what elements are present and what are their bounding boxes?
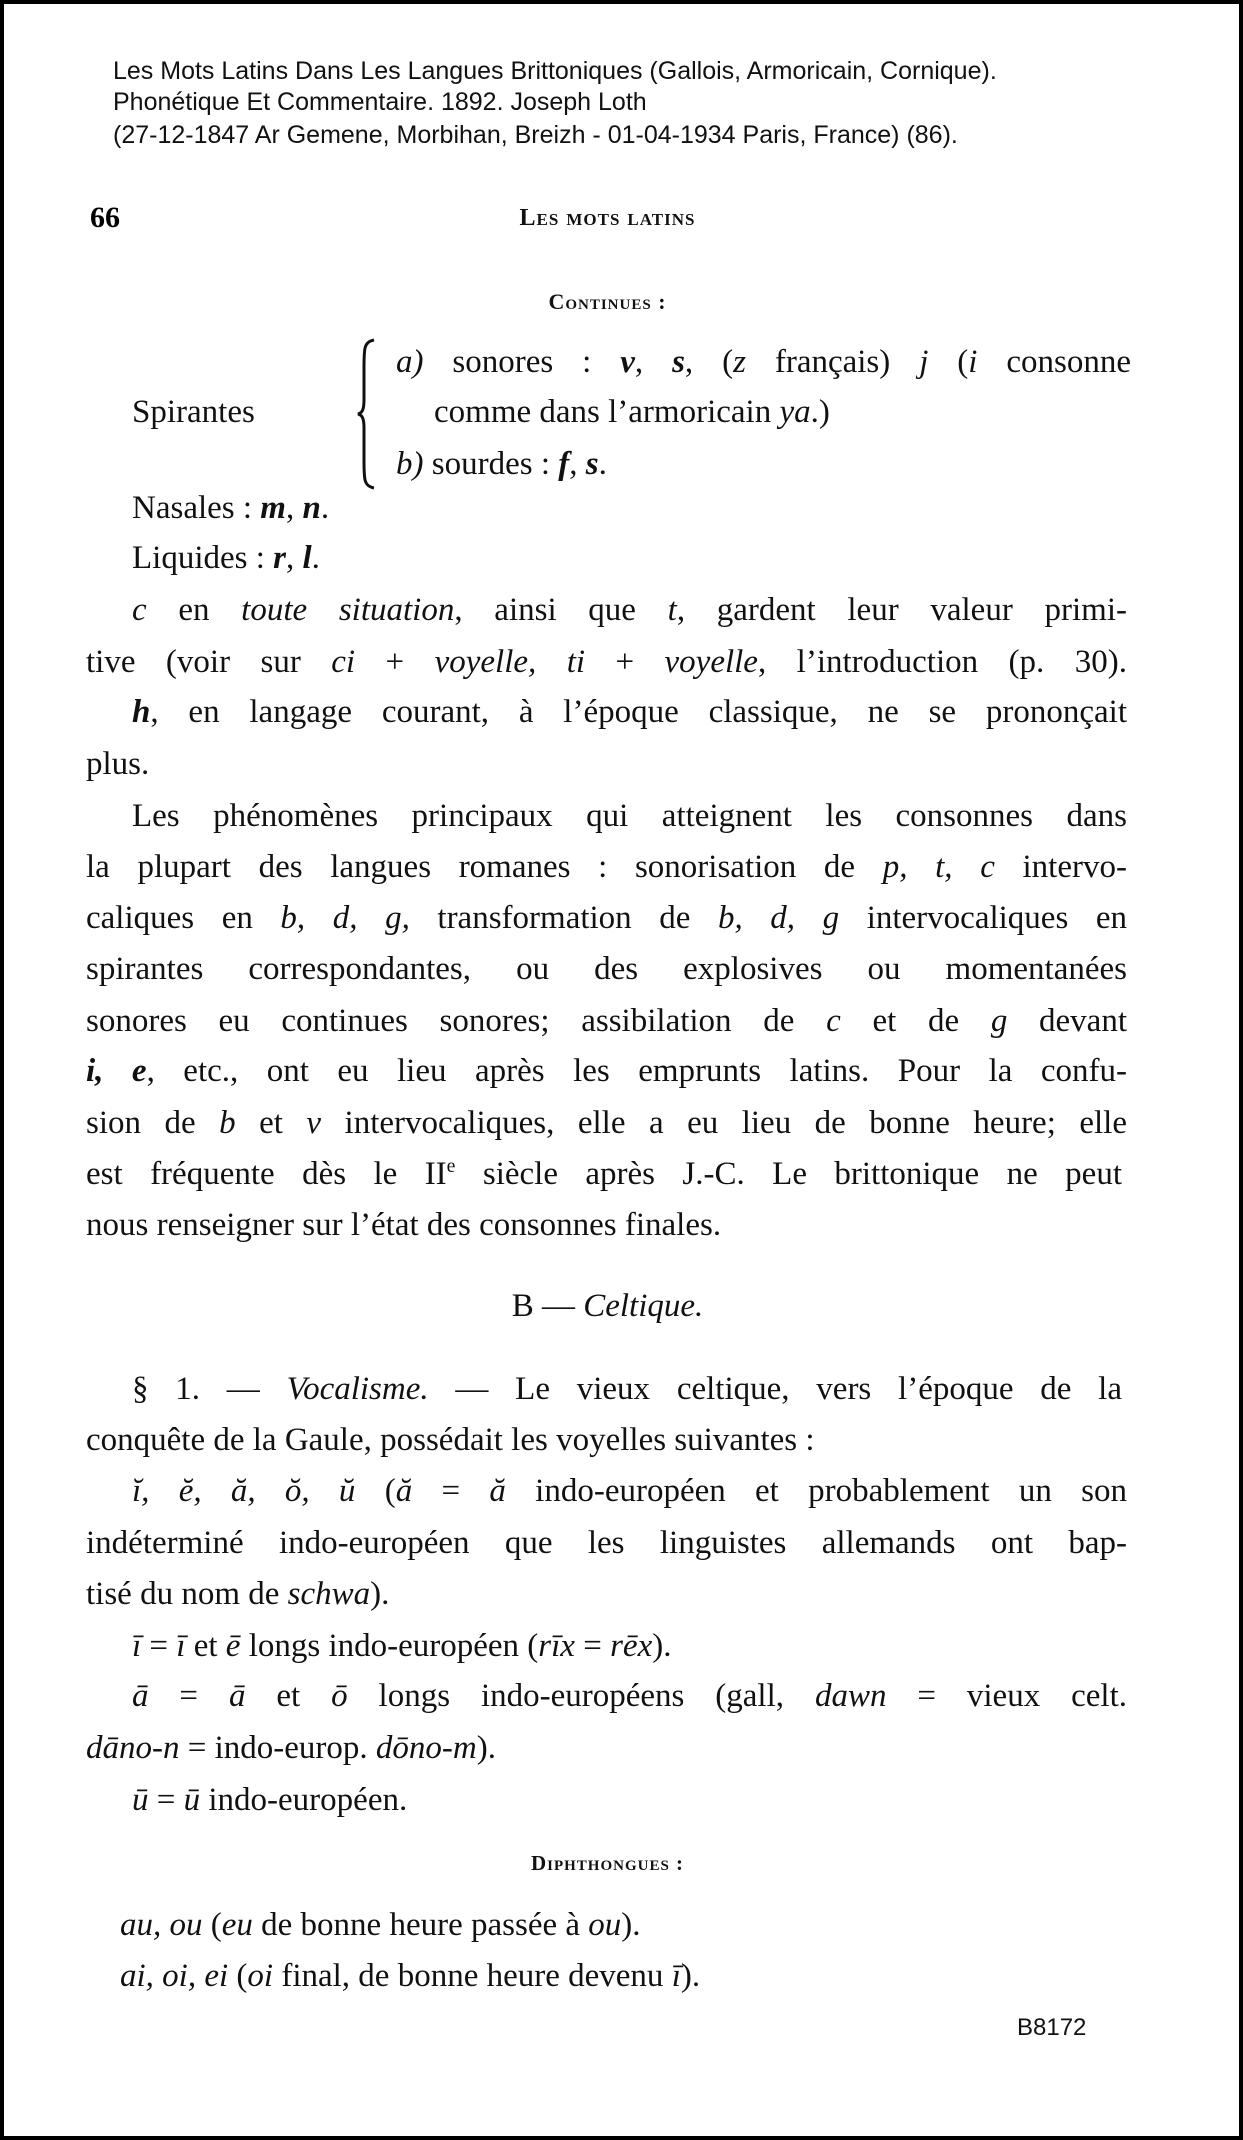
- italic-segment: t: [667, 592, 677, 628]
- italic-segment: ă: [489, 1473, 506, 1509]
- italic-segment: Vocalisme.: [286, 1371, 429, 1407]
- italic-segment: z: [733, 344, 746, 380]
- text-segment: ,: [634, 344, 673, 380]
- text-line: [132, 1621, 1127, 1671]
- italic-segment: s: [585, 446, 599, 482]
- text-segment: § 1. —: [132, 1371, 287, 1407]
- text-segment: consonne: [977, 344, 1131, 380]
- text-line: [86, 1098, 1127, 1148]
- italic-segment: ū: [132, 1782, 149, 1818]
- text-line: [132, 483, 1127, 533]
- text-segment: , ainsi que: [454, 592, 668, 628]
- text-segment: indo-européen.: [200, 1782, 408, 1818]
- text-line: [86, 1149, 1122, 1199]
- text-segment: et de: [840, 1003, 991, 1039]
- text-line: [120, 1951, 1115, 2001]
- text-segment: comme dans l’armoricain: [434, 394, 780, 430]
- italic-segment: voyelle, ti: [434, 644, 586, 680]
- italic-segment: m: [260, 490, 286, 526]
- text-segment: Les phénomènes principaux qui atteignent les consonnes dans: [132, 798, 1127, 834]
- text-segment: tive (voir sur: [86, 644, 332, 680]
- text-segment: Liquides :: [132, 540, 274, 576]
- text-segment: .): [810, 394, 830, 430]
- text-line: [86, 739, 1127, 789]
- text-segment: ).: [680, 1958, 701, 1994]
- text-segment: intervo-: [994, 849, 1127, 885]
- text-segment: plus.: [86, 746, 150, 782]
- italic-segment: ī: [671, 1958, 681, 1994]
- text-segment: .: [320, 490, 330, 526]
- italic-segment: ĭ, ĕ, ă, ŏ, ŭ: [132, 1473, 356, 1509]
- text-line: [86, 944, 1127, 994]
- text-line: [86, 1200, 1127, 1250]
- text-segment: (: [928, 344, 969, 380]
- italic-segment: v: [306, 1105, 322, 1141]
- text-line: [132, 1671, 1127, 1721]
- italic-segment: ā: [228, 1678, 246, 1714]
- italic-segment: a): [396, 344, 424, 380]
- text-segment: , l’introduction (p. 30).: [757, 644, 1127, 680]
- text-segment: =: [574, 1628, 611, 1664]
- italic-segment: n: [302, 490, 321, 526]
- text-line: [86, 1415, 1127, 1465]
- italic-segment: c: [132, 592, 147, 628]
- italic-segment: schwa: [287, 1576, 371, 1612]
- text-segment: = indo-europ.: [179, 1730, 376, 1766]
- italic-segment: r: [273, 540, 286, 576]
- text-line: [86, 842, 1127, 892]
- header-line: Phonétique Et Commentaire. 1892. Joseph Loth: [113, 88, 647, 116]
- text-line: [86, 1723, 1127, 1773]
- italic-segment: l: [302, 540, 312, 576]
- text-segment: , gardent leur valeur primi-: [676, 592, 1127, 628]
- italic-segment: eu: [221, 1907, 253, 1943]
- italic-segment: b, d, g,: [280, 900, 410, 936]
- text-segment: = vieux celt.: [886, 1678, 1127, 1714]
- italic-segment: b): [396, 446, 424, 482]
- italic-segment: ci: [331, 644, 356, 680]
- italic-segment: h: [132, 694, 151, 730]
- heading-celtique-title: Celtique.: [583, 1288, 704, 1324]
- text-segment: (: [355, 1473, 396, 1509]
- text-line: [132, 791, 1127, 841]
- running-title: Les mots latins: [519, 205, 696, 231]
- italic-segment: oi: [247, 1958, 274, 1994]
- header-line: Les Mots Latins Dans Les Langues Brittoniques (Gallois, Armoricain, Cornique).: [113, 57, 997, 85]
- text-segment: , etc., ont eu lieu après les emprunts latins. Pour la confu-: [146, 1053, 1127, 1089]
- header-line: (27-12-1847 Ar Gemene, Morbihan, Breizh - 01-04-1934 Paris, France) (86).: [113, 121, 958, 149]
- text-segment: indo-européen et probablement un son: [505, 1473, 1127, 1509]
- catalog-id: B8172: [1017, 2014, 1087, 2041]
- text-segment: ,: [285, 490, 303, 526]
- italic-segment: ou: [588, 1907, 622, 1943]
- italic-segment: ya: [779, 394, 811, 430]
- text-segment: sourdes :: [423, 446, 559, 482]
- italic-segment: p, t, c: [882, 849, 995, 885]
- text-line: [86, 1046, 1127, 1096]
- text-segment: +: [585, 644, 665, 680]
- text-line: [132, 1775, 1127, 1825]
- text-segment: e: [446, 1155, 456, 1177]
- heading-diphthongues: Diphthongues :: [530, 1851, 685, 1875]
- text-segment: sonores eu continues sonores; assibilation de: [86, 1003, 827, 1039]
- italic-segment: rīx: [538, 1628, 575, 1664]
- text-line: [86, 637, 1127, 687]
- italic-segment: dāno-n: [86, 1730, 180, 1766]
- text-line: [132, 1364, 1122, 1414]
- brace-icon: [356, 338, 380, 490]
- text-segment: sonores :: [423, 344, 621, 380]
- italic-segment: j: [919, 344, 929, 380]
- text-segment: en: [146, 592, 242, 628]
- text-segment: la plupart des langues romanes : sonorisation de: [86, 849, 883, 885]
- text-line: [132, 585, 1127, 635]
- text-segment: , (: [684, 344, 734, 380]
- text-segment: Nasales :: [132, 490, 261, 526]
- italic-segment: ī: [176, 1628, 186, 1664]
- heading-celtique: [0, 1281, 1215, 1331]
- text-segment: nous renseigner sur l’état des consonnes finales.: [86, 1207, 722, 1243]
- text-segment: intervocaliques en: [839, 900, 1127, 936]
- text-line: [132, 533, 1127, 583]
- text-line: [434, 387, 830, 437]
- text-line: [86, 1569, 1127, 1619]
- spirantes-label: Spirantes: [132, 394, 255, 430]
- italic-segment: ī: [132, 1628, 142, 1664]
- text-line: [120, 1900, 1115, 1950]
- text-segment: et: [185, 1628, 226, 1664]
- italic-segment: voyelle: [664, 644, 758, 680]
- text-segment: et: [245, 1678, 332, 1714]
- text-line: [132, 1466, 1127, 1516]
- heading-continues: Continues :: [548, 289, 667, 314]
- text-segment: ,: [569, 446, 586, 482]
- italic-segment: dōno-m: [375, 1730, 477, 1766]
- text-segment: .: [311, 540, 320, 576]
- text-segment: ).: [476, 1730, 496, 1766]
- text-segment: (: [228, 1958, 248, 1994]
- italic-segment: g: [990, 1003, 1008, 1039]
- italic-segment: ū: [183, 1782, 201, 1818]
- text-line: [86, 893, 1127, 943]
- text-segment: sion de: [86, 1105, 220, 1141]
- text-line: [396, 439, 607, 489]
- italic-segment: s: [672, 344, 685, 380]
- italic-segment: v: [620, 344, 635, 380]
- italic-segment: dawn: [814, 1678, 887, 1714]
- text-segment: — Le vieux celtique, vers l’époque de la: [428, 1371, 1122, 1407]
- text-segment: ,: [286, 540, 303, 576]
- text-segment: caliques en: [86, 900, 281, 936]
- text-segment: (: [202, 1907, 222, 1943]
- text-segment: =: [148, 1782, 184, 1818]
- italic-segment: ō: [331, 1678, 348, 1714]
- text-segment: français): [745, 344, 920, 380]
- text-segment: transformation de: [409, 900, 718, 936]
- italic-segment: ă: [395, 1473, 413, 1509]
- italic-segment: au, ou: [120, 1907, 203, 1943]
- italic-segment: toute situation: [241, 592, 455, 628]
- text-segment: +: [355, 644, 435, 680]
- text-segment: .: [598, 446, 607, 482]
- text-segment: et: [235, 1105, 307, 1141]
- text-segment: longs indo-européen (: [240, 1628, 539, 1664]
- text-segment: ).: [370, 1576, 390, 1612]
- text-segment: =: [141, 1628, 177, 1664]
- italic-segment: c: [826, 1003, 841, 1039]
- text-segment: siècle après J.-C. Le brittonique ne peut: [455, 1156, 1122, 1192]
- text-segment: =: [148, 1678, 229, 1714]
- italic-segment: f: [558, 446, 570, 482]
- text-segment: ).: [621, 1907, 641, 1943]
- italic-segment: i: [968, 344, 978, 380]
- text-line: [86, 1518, 1127, 1568]
- italic-segment: ai, oi, ei: [120, 1958, 229, 1994]
- text-segment: est fréquente dès le II: [86, 1156, 447, 1192]
- text-segment: devant: [1007, 1003, 1127, 1039]
- text-segment: intervocaliques, elle a eu lieu de bonne heure; elle: [321, 1105, 1127, 1141]
- text-segment: =: [412, 1473, 490, 1509]
- text-line: [396, 337, 1131, 387]
- italic-segment: b, d, g: [717, 900, 840, 936]
- text-line: [86, 996, 1127, 1046]
- text-segment: final, de bonne heure devenu: [273, 1958, 672, 1994]
- text-segment: de bonne heure passée à: [252, 1907, 589, 1943]
- italic-segment: rēx: [610, 1628, 653, 1664]
- italic-segment: b: [219, 1105, 236, 1141]
- italic-segment: ē: [225, 1628, 241, 1664]
- text-segment: conquête de la Gaule, possédait les voyelles suivantes :: [86, 1422, 815, 1458]
- heading-celtique-prefix: B —: [511, 1288, 584, 1324]
- italic-segment: ā: [132, 1678, 149, 1714]
- text-segment: spirantes correspondantes, ou des explosives ou momentanées: [86, 951, 1127, 987]
- text-segment: , en langage courant, à l’époque classique, ne se prononçait: [150, 694, 1127, 730]
- text-segment: longs indo-européens (gall,: [347, 1678, 815, 1714]
- text-line: [132, 687, 1127, 737]
- text-segment: ).: [652, 1628, 672, 1664]
- page-number: 66: [90, 201, 120, 234]
- italic-segment: i, e: [86, 1053, 147, 1089]
- text-segment: tisé du nom de: [86, 1576, 288, 1612]
- text-segment: indéterminé indo-européen que les linguistes allemands ont bap-: [86, 1525, 1127, 1561]
